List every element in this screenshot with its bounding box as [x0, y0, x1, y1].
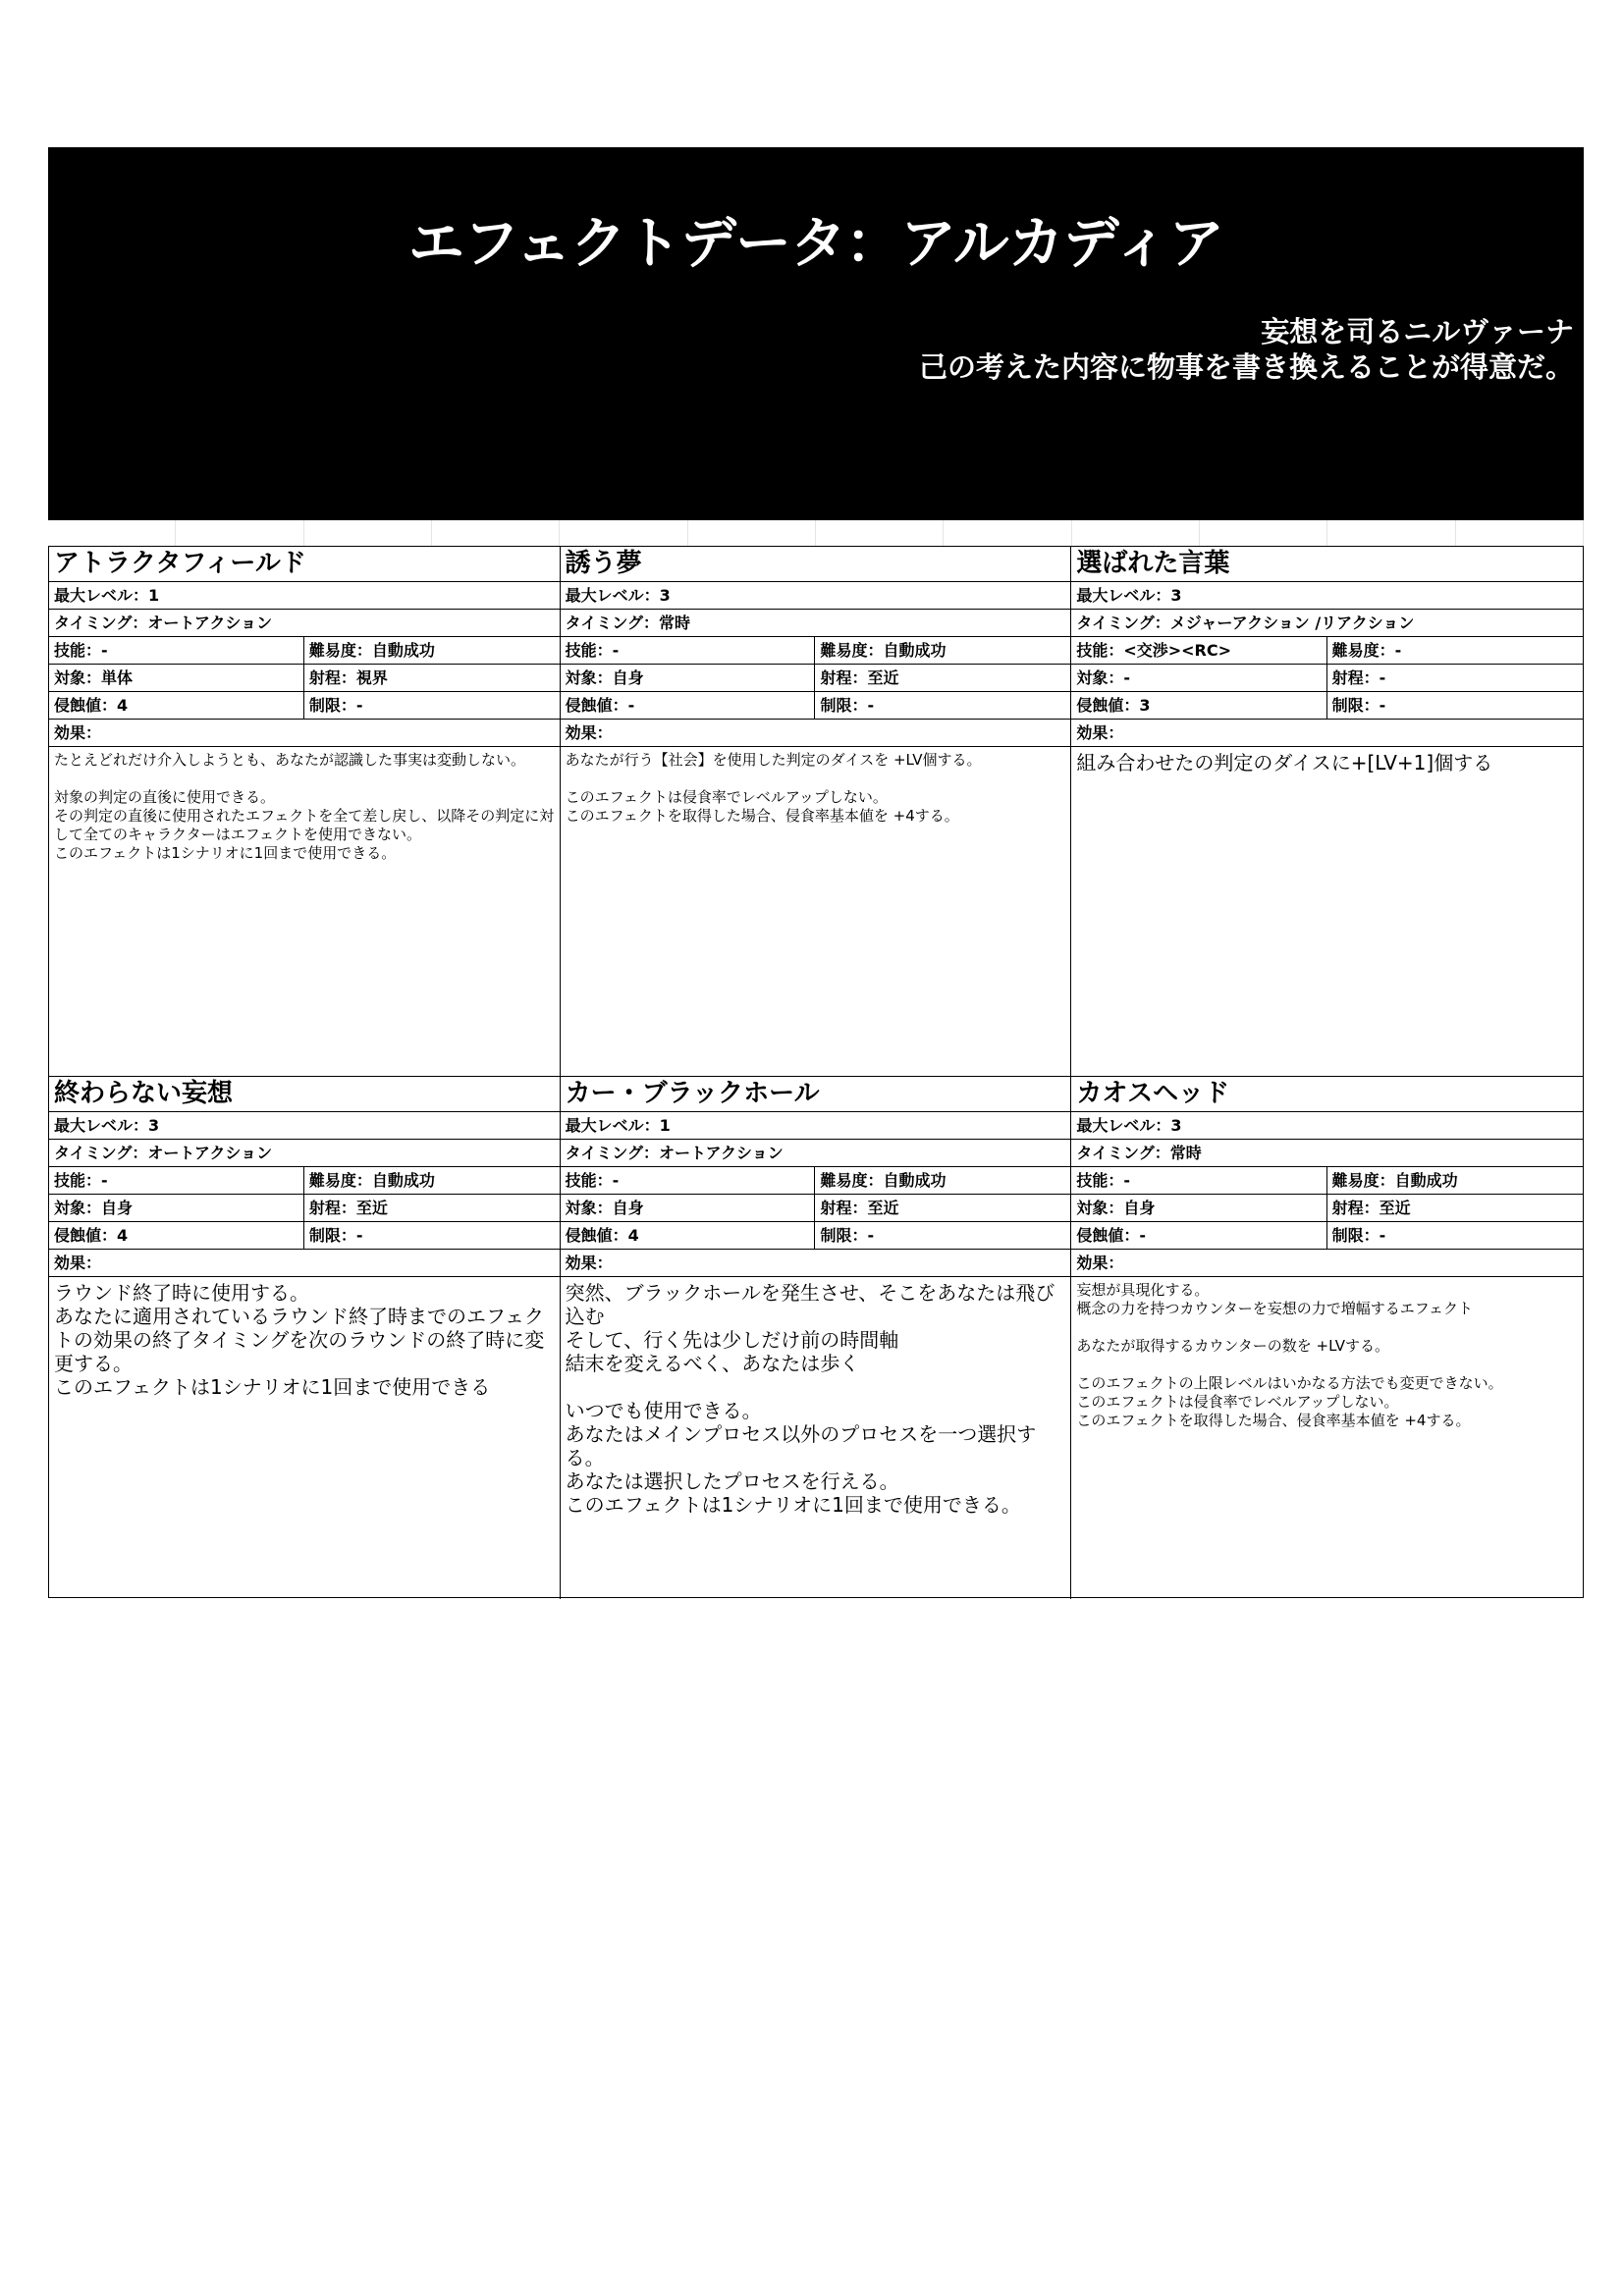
- effect-label: 効果：: [49, 1250, 560, 1277]
- erosion: 侵蝕値：4: [49, 692, 304, 719]
- skill: 技能：-: [1071, 1167, 1326, 1194]
- max-level: 最大レベル：3: [1071, 582, 1583, 610]
- difficulty: 難易度：自動成功: [820, 1171, 947, 1190]
- skill: 技能：-: [49, 1167, 304, 1194]
- header-banner: [48, 147, 1584, 520]
- timing: タイミング：オートアクション: [49, 610, 560, 637]
- effect-text: たとえどれだけ介入しようとも、あなたが認識した事実は変動しない。 対象の判定の直後に使用できる。 その判定の直後に使用されたエフェクトを全て差し戻し、以降その判定に対して全てのキャラクターはエフェクトを使用できない。 このエフェクトは1シナリオに1回まで使用できる。: [54, 751, 555, 862]
- target: 対象：自身: [561, 665, 816, 691]
- target: 対象：単体: [49, 665, 304, 691]
- timing: タイミング：オートアクション: [49, 1140, 560, 1167]
- range: 射程：至近: [308, 1199, 388, 1217]
- effect-label: 効果：: [561, 720, 1071, 747]
- target: 対象：自身: [49, 1195, 304, 1221]
- difficulty: 難易度：自動成功: [1331, 1171, 1458, 1190]
- subtitle-line-2: 己の考えた内容に物事を書き換えることが得意だ。: [918, 350, 1574, 384]
- skill: 技能：<交渉><RC>: [1071, 637, 1326, 664]
- max-level: 最大レベル：1: [49, 582, 560, 610]
- timing: タイミング：常時: [561, 610, 1071, 637]
- spacer-row: [48, 520, 1584, 546]
- difficulty: 難易度：自動成功: [820, 641, 947, 660]
- effect-name: 選ばれた言葉: [1071, 547, 1583, 582]
- limit: 制限：-: [820, 696, 875, 715]
- subtitle-line-1: 妄想を司るニルヴァーナ: [1261, 315, 1574, 348]
- effect-label: 効果：: [1071, 720, 1583, 747]
- erosion: 侵蝕値：4: [561, 1222, 816, 1249]
- effect-text: 妄想が具現化する。 概念の力を持つカウンターを妄想の力で増幅するエフェクト あなたが取得するカウンターの数を +LVする。 このエフェクトの上限レベルはいかなる方法でも変更できない。 このエフェクトは侵食率でレベルアップしない。 このエフェクトを取得した場合、侵食率基本値を +4する。: [1076, 1281, 1503, 1429]
- difficulty: 難易度：自動成功: [308, 1171, 435, 1190]
- skill: 技能：-: [561, 637, 816, 664]
- difficulty: 難易度：-: [1331, 641, 1402, 660]
- effect-name: アトラクタフィールド: [49, 547, 560, 582]
- skill: 技能：-: [561, 1167, 816, 1194]
- range: 射程：至近: [1331, 1199, 1411, 1217]
- effect-grid: [48, 546, 1584, 1598]
- range: 射程：視界: [308, 668, 388, 687]
- limit: 制限：-: [1331, 696, 1386, 715]
- range: 射程：-: [1331, 668, 1386, 687]
- skill: 技能：-: [49, 637, 304, 664]
- effect-label: 効果：: [561, 1250, 1071, 1277]
- page-title: エフェクトデータ：アルカディア: [407, 211, 1224, 276]
- timing: タイミング：オートアクション: [561, 1140, 1071, 1167]
- erosion: 侵蝕値：-: [1071, 1222, 1326, 1249]
- erosion: 侵蝕値：4: [49, 1222, 304, 1249]
- limit: 制限：-: [308, 1226, 363, 1245]
- target: 対象：-: [1071, 665, 1326, 691]
- max-level: 最大レベル：3: [561, 582, 1071, 610]
- max-level: 最大レベル：1: [561, 1112, 1071, 1140]
- target: 対象：自身: [561, 1195, 816, 1221]
- timing: タイミング：常時: [1071, 1140, 1583, 1167]
- effect-name: カオスヘッド: [1071, 1077, 1583, 1112]
- range: 射程：至近: [820, 668, 899, 687]
- limit: 制限：-: [308, 696, 363, 715]
- effect-name: 誘う夢: [561, 547, 1071, 582]
- max-level: 最大レベル：3: [1071, 1112, 1583, 1140]
- effect-text: 組み合わせたの判定のダイスに+[LV+1]個する: [1076, 751, 1493, 774]
- effect-text: 突然、ブラックホールを発生させ、そこをあなたは飛び込む そして、行く先は少しだけ前の時間軸 結末を変えるべく、あなたは歩く いつでも使用できる。 あなたはメインプロセス以外のプロセスを一つ選択する。 あなたは選択したプロセスを行える。 このエフェクトは1シナリオに1回まで使用できる。: [565, 1281, 1055, 1517]
- timing: タイミング：メジャーアクション /リアクション: [1071, 610, 1583, 637]
- target: 対象：自身: [1071, 1195, 1326, 1221]
- effect-card: [49, 1077, 561, 1599]
- range: 射程：至近: [820, 1199, 899, 1217]
- effect-text: ラウンド終了時に使用する。 あなたに適用されているラウンド終了時までのエフェクトの効果の終了タイミングを次のラウンドの終了時に変更する。 このエフェクトは1シナリオに1回まで使用できる: [54, 1281, 545, 1399]
- effect-name: カー・ブラックホール: [561, 1077, 1071, 1112]
- effect-name: 終わらない妄想: [49, 1077, 560, 1112]
- page-subtitle: [919, 314, 1574, 385]
- max-level: 最大レベル：3: [49, 1112, 560, 1140]
- effect-card: [1071, 547, 1583, 1077]
- erosion: 侵蝕値：3: [1071, 692, 1326, 719]
- effect-card: [1071, 1077, 1583, 1599]
- difficulty: 難易度：自動成功: [308, 641, 435, 660]
- limit: 制限：-: [820, 1226, 875, 1245]
- effect-card: [49, 547, 561, 1077]
- effect-text: あなたが行う【社会】を使用した判定のダイスを +LV個する。 このエフェクトは侵食率でレベルアップしない。 このエフェクトを取得した場合、侵食率基本値を +4する。: [565, 751, 982, 825]
- erosion: 侵蝕値：-: [561, 692, 816, 719]
- effect-card: [561, 547, 1072, 1077]
- effect-card: [561, 1077, 1072, 1599]
- limit: 制限：-: [1331, 1226, 1386, 1245]
- effect-label: 効果：: [1071, 1250, 1583, 1277]
- effect-label: 効果：: [49, 720, 560, 747]
